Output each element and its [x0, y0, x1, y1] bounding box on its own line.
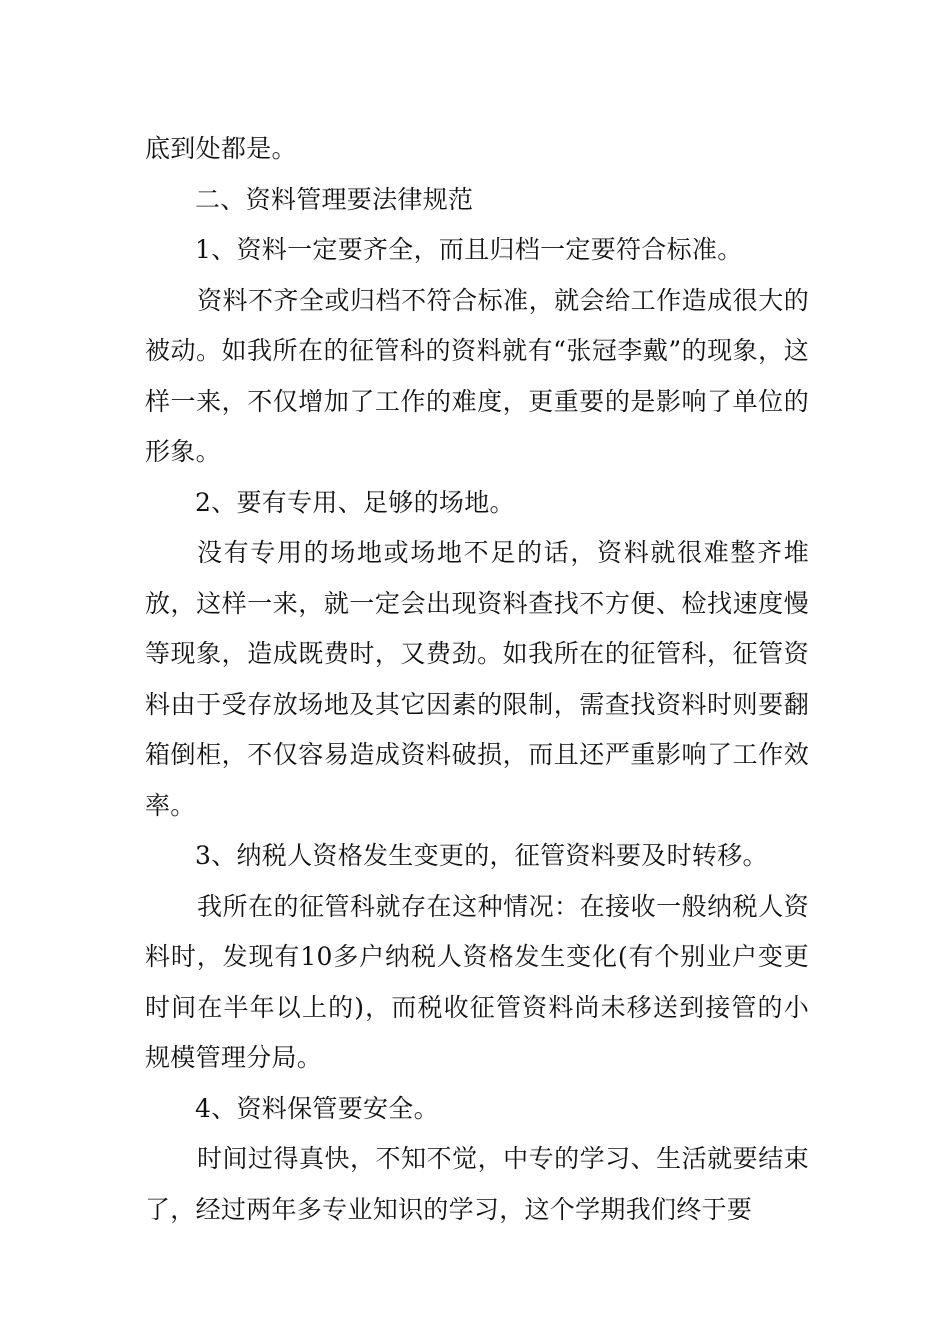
paragraph-body-4: 时间过得真快，不知不觉，中专的学习、生活就要结束了，经过两年多专业知识的学习，这个学期我们终于要 — [145, 1144, 809, 1224]
paragraph-body-3: 我所在的征管科就存在这种情况：在接收一般纳税人资料时，发现有10多户纳税人资格发生变化(有个别业户变更时间在半年以上的)，而税收征管资料尚未移送到接管的小规模管理分局。 — [145, 891, 809, 1072]
subheading-1: 1、资料一定要齐全，而且归档一定要符合标准。 — [195, 235, 743, 264]
paragraph-body-2: 没有专用的场地或场地不足的话，资料就很难整齐堆放，这样一来，就一定会出现资料查找不方便、检找速度慢等现象，造成既费时，又费劲。如我所在的征管科，征管资料由于受存放场地及其它因素的限制，需查找资料时则要翻箱倒柜，不仅容易造成资料破损，而且还严重影响了工作效率。 — [145, 538, 809, 820]
subheading-3: 3、纳税人资格发生变更的，征管资料要及时转移。 — [195, 841, 768, 870]
subheading-2: 2、要有专用、足够的场地。 — [195, 487, 515, 517]
document-body — [145, 124, 809, 1235]
subheading-4: 4、资料保管要安全。 — [195, 1093, 439, 1123]
paragraph-body-1: 资料不齐全或归档不符合标准，就会给工作造成很大的被动。如我所在的征管科的资料就有“张冠李戴”的现象，这样一来，不仅增加了工作的难度，更重要的是影响了单位的形象。 — [145, 285, 809, 466]
paragraph-continuation: 底到处都是。 — [145, 134, 297, 163]
section-heading: 二、资料管理要法律规范 — [195, 184, 474, 214]
